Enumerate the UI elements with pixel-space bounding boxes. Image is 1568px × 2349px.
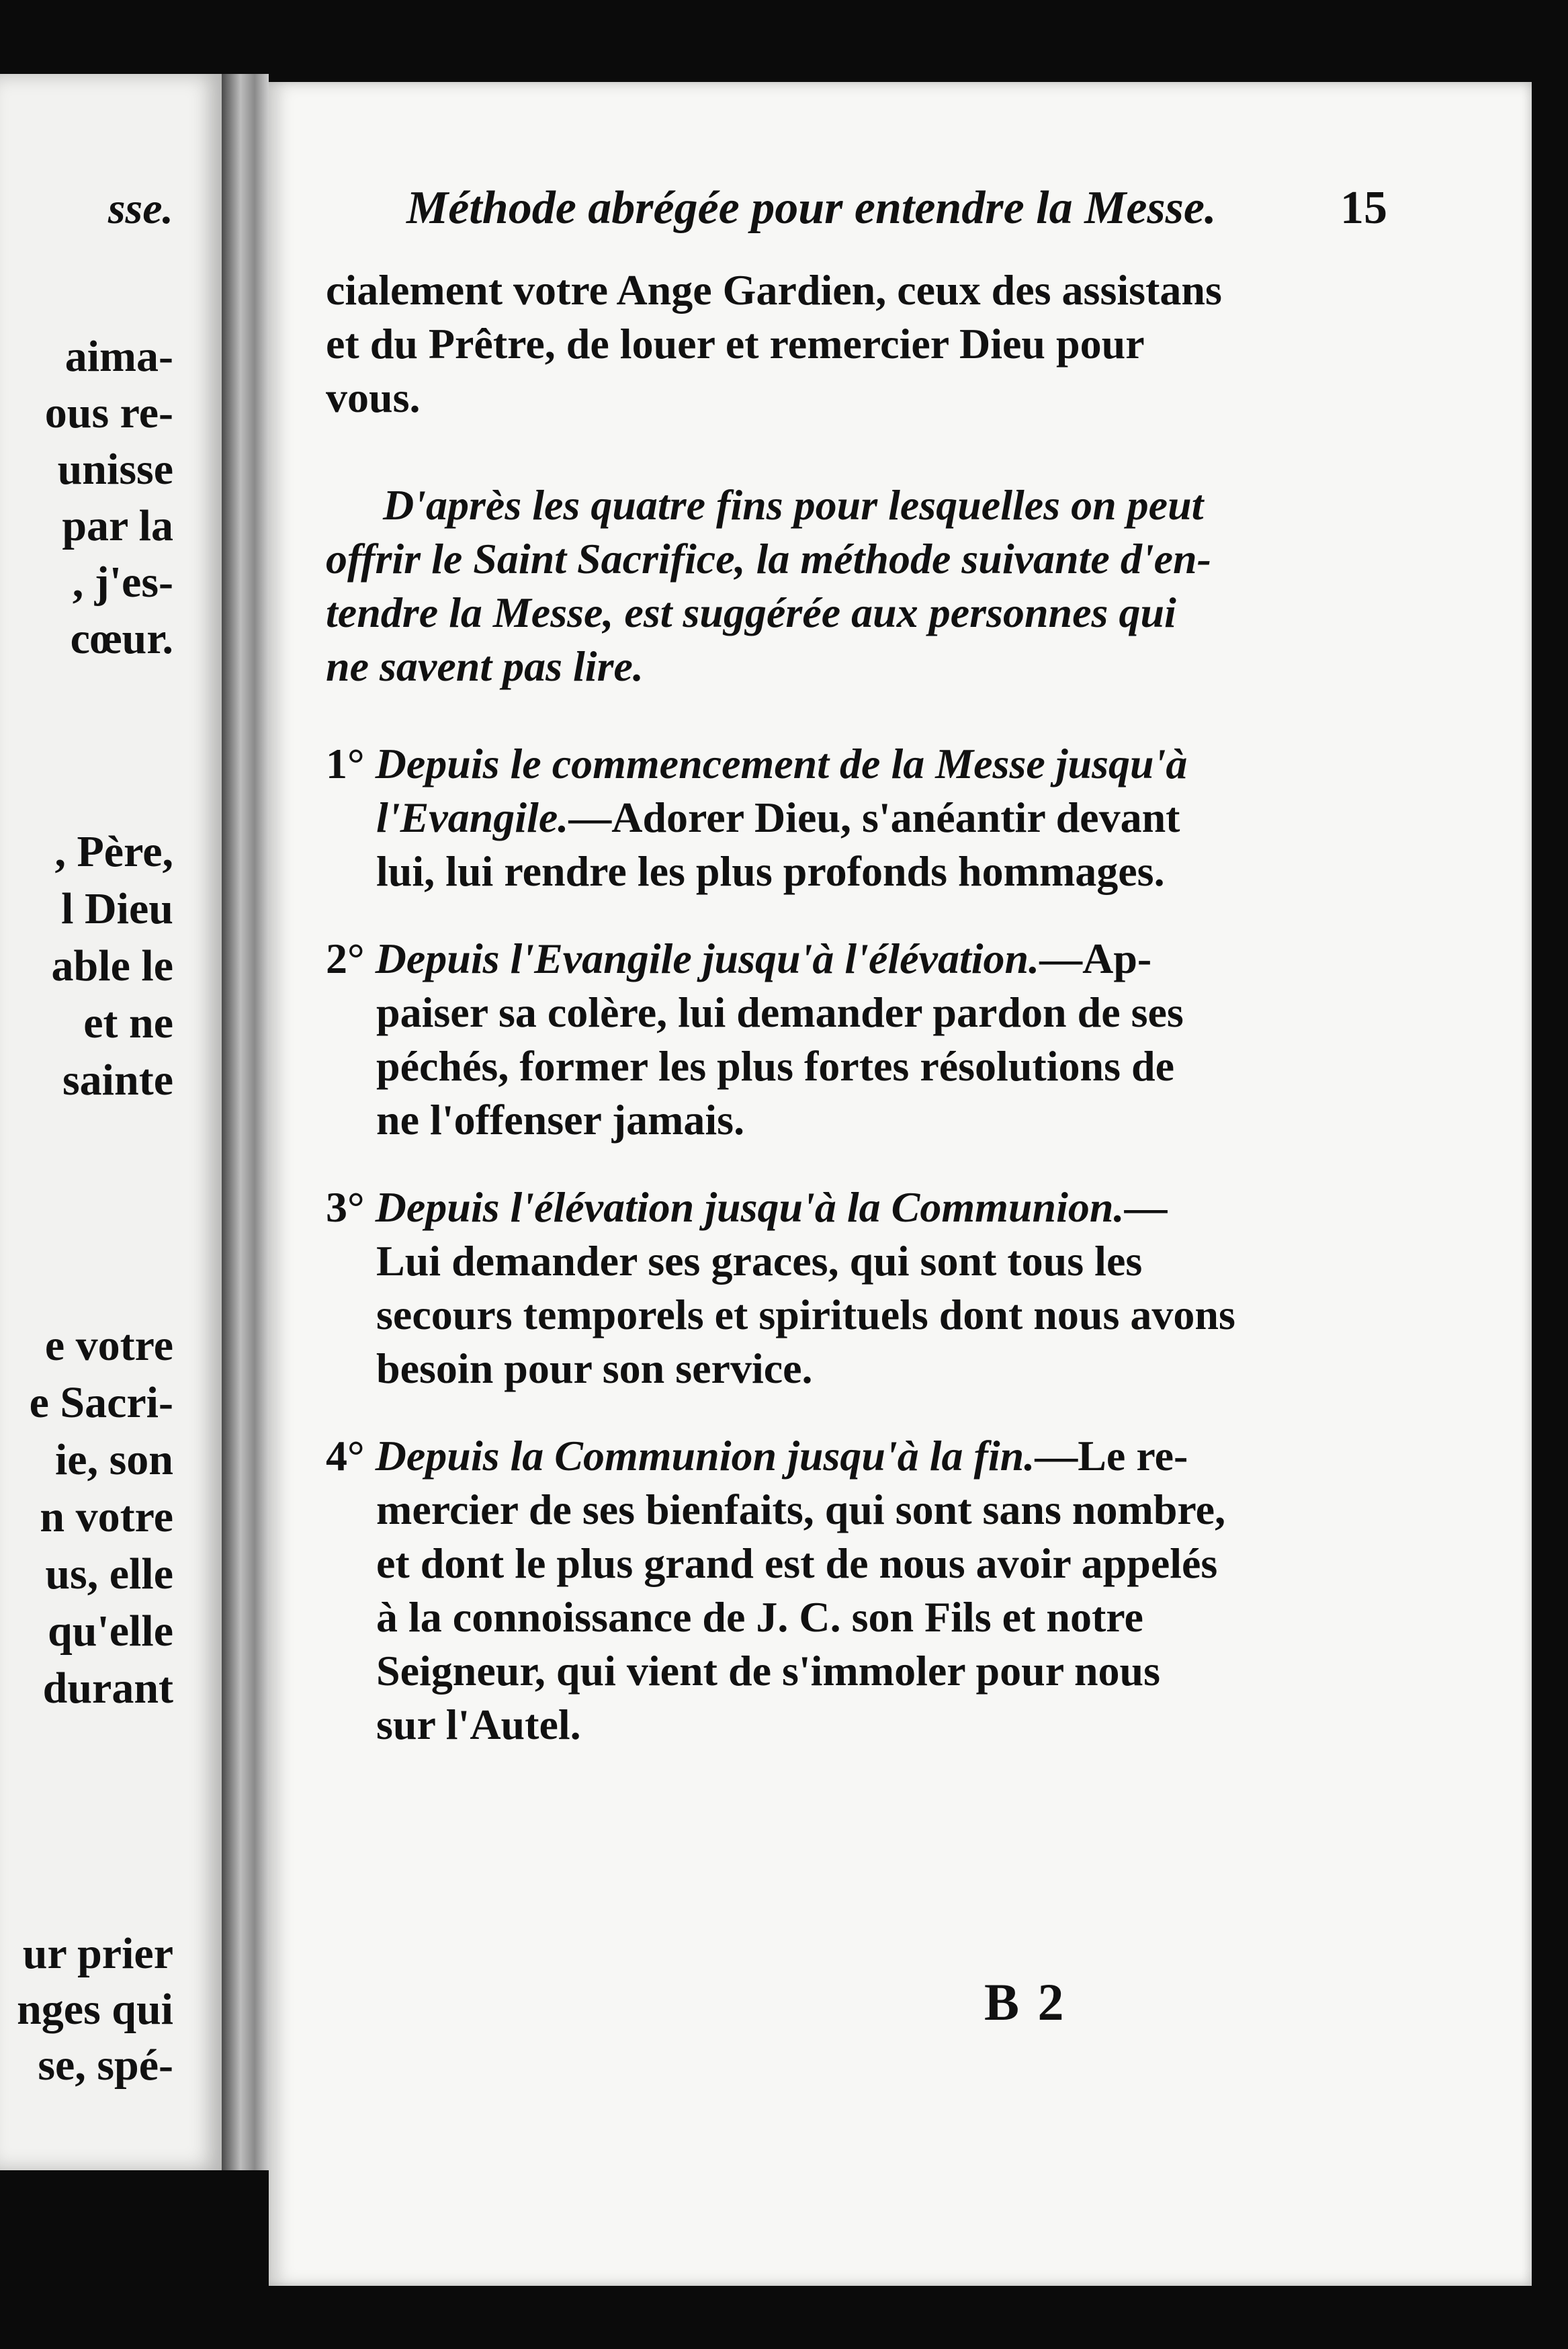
text-line: vous. [326, 374, 421, 421]
left-page-line: , j'es- [72, 558, 173, 607]
running-title: Méthode abrégée pour entendre la Messe. [406, 182, 1217, 234]
list-item-line: Seigneur, qui vient de s'immoler pour nous [376, 1647, 1161, 1695]
left-page-line: nges qui [17, 1985, 173, 2034]
item-heading: Depuis la Communion jusqu'à la fin. [375, 1432, 1035, 1480]
left-page-line: durant [42, 1664, 173, 1713]
left-page-line: et ne [83, 998, 173, 1048]
left-page-line: ie, son [54, 1435, 173, 1484]
list-item-line: sur l'Autel. [376, 1701, 581, 1748]
left-page-line: par la [62, 501, 173, 550]
item-heading: Depuis l'élévation jusqu'à la Communion. [375, 1183, 1125, 1231]
left-page-line: able le [51, 941, 173, 990]
item-heading-rest: —Le re- [1035, 1432, 1188, 1480]
left-page-line: sainte [62, 1056, 173, 1105]
left-page-line: aima- [64, 332, 173, 381]
left-page-line: sse. [107, 184, 173, 233]
item-heading-rest: —Ap- [1039, 935, 1152, 982]
item-heading: Depuis le commencement de la Messe jusqu'à [375, 740, 1188, 787]
list-item-heading [326, 1183, 1401, 1231]
text-line: et du Prêtre, de louer et remercier Dieu pour [326, 320, 1145, 368]
list-item-line: secours temporels et spirituels dont nous avons [376, 1291, 1235, 1338]
list-item-line [376, 796, 1451, 839]
item-heading: Depuis l'Evangile jusqu'à l'élévation. [375, 935, 1040, 982]
item-number: 2° [326, 935, 365, 982]
list-item-heading [326, 742, 1401, 785]
left-page-line: se, spé- [38, 2041, 173, 2090]
item-number: 3° [326, 1183, 365, 1231]
italic-paragraph-line: tendre la Messe, est suggérée aux personnes qui [326, 589, 1176, 636]
item-heading-continued: l'Evangile. [376, 794, 569, 841]
left-page-line: , Père, [54, 827, 173, 876]
list-item-line: besoin pour son service. [376, 1344, 813, 1392]
list-item-line: à la connoissance de J. C. son Fils et notre [376, 1593, 1143, 1641]
left-page-line: us, elle [45, 1549, 173, 1598]
list-item-line: mercier de ses bienfaits, qui sont sans nombre, [376, 1486, 1226, 1533]
book-gutter [222, 74, 269, 2170]
italic-paragraph-line: ne savent pas lire. [326, 642, 644, 690]
item-heading-rest: — [1124, 1183, 1168, 1231]
left-page [0, 74, 222, 2170]
left-page-line: l Dieu [61, 884, 173, 933]
list-item-line: Lui demander ses graces, qui sont tous les [376, 1237, 1143, 1285]
item-number: 1° [326, 740, 365, 787]
left-page-line: n votre [40, 1492, 173, 1541]
list-item-line: ne l'offenser jamais. [376, 1096, 745, 1144]
italic-paragraph-line: offrir le Saint Sacrifice, la méthode suivante d'en- [326, 535, 1211, 583]
left-page-line: unisse [57, 445, 173, 494]
running-head [406, 181, 1568, 235]
left-page-line: e Sacri- [29, 1378, 173, 1427]
left-page-line: ous re- [44, 388, 173, 437]
list-item-line: lui, lui rendre les plus profonds hommages. [376, 847, 1165, 895]
italic-paragraph-line: D'après les quatre fins pour lesquelles on peut [383, 481, 1204, 529]
list-item-line: paiser sa colère, lui demander pardon de ses [376, 988, 1184, 1036]
left-page-line: qu'elle [47, 1607, 173, 1656]
list-item-heading [326, 1432, 1401, 1480]
signature-mark: B 2 [984, 1973, 1067, 2031]
text-line: cialement votre Ange Gardien, ceux des assistans [326, 266, 1222, 314]
left-page-line: cœur. [70, 614, 173, 663]
list-item-heading [326, 937, 1401, 980]
left-page-line: ur prier [22, 1929, 173, 1978]
list-item-line: péchés, former les plus fortes résolutions de [376, 1042, 1174, 1090]
item-heading-rest: —Adorer Dieu, s'anéantir devant [568, 794, 1180, 841]
page-number: 15 [1340, 182, 1387, 234]
item-number: 4° [326, 1432, 365, 1480]
left-page-line: e votre [44, 1321, 173, 1370]
list-item-line: et dont le plus grand est de nous avoir appelés [376, 1539, 1218, 1587]
